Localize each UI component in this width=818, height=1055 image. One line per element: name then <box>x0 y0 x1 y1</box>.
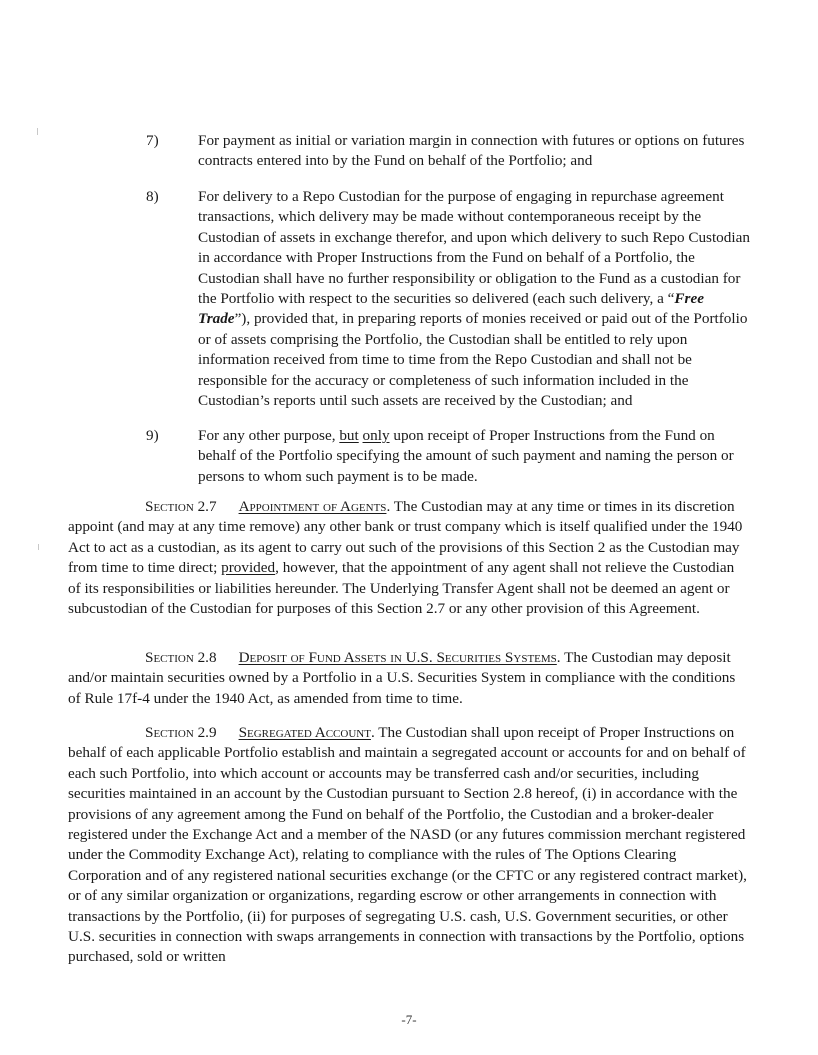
scan-artifact <box>37 128 38 135</box>
list-item-9 <box>146 426 756 487</box>
section-2-9: Section 2.9 Segregated Account. The Custodian shall upon receipt of Proper Instructions on behalf of each applicable Portfolio establish and maintain a segregated account or accounts for and on behalf of each such Portfolio, into which account or accounts may be transferred cash and/or securities, including securities maintained in an account by the Custodian pursuant to Section 2.8 hereof, (i) in accordance with the provisions of any agreement among the Fund on behalf of the Portfolio, the Custodian and a broker-dealer registered under the Exchange Act and a member of the NASD (or any futures commission merchant registered under the Commodity Exchange Act), relating to compliance with the rules of The Options Clearing Corporation and of any registered national securities exchange (or the CFTC or any registered contract market), or of any similar organization or organizations, regarding escrow or other arrangements in connection with transactions by the Portfolio, (ii) for purposes of segregating U.S. cash, U.S. Government securities, or other U.S. securities in connection with swaps arrangements in connection with transactions by the Portfolio, options purchased, sold or written <box>68 724 747 966</box>
emphasis-provided: provided <box>221 559 276 577</box>
section-label: Section 2.9 <box>145 724 217 741</box>
section-title: Deposit of Fund Assets in U.S. Securities Systems <box>238 649 557 666</box>
defined-term: Free Trade <box>198 290 704 328</box>
list-item-8 <box>146 187 756 411</box>
item-text: For payment as initial or variation margin in connection with futures or options on futures contracts entered into by the Fund on behalf of the Portfolio; and <box>198 132 745 170</box>
emphasis-but: but <box>339 427 359 444</box>
section-title: Appointment of Agents <box>238 498 387 515</box>
list-item-7 <box>146 131 756 172</box>
section-title: Segregated Account <box>238 724 371 741</box>
section-2-7: Section 2.7 Appointment of Agents. The Custodian may at any time or times in its discretion appoint (and may at any time remove) any other bank or trust company which is itself qualified under the 1940 Act to act as a custodian, as its agent to carry out such of the provisions of this Section 2 as the Custodian may from time to time direct; provided, however, that the appointment of any agent shall not relieve the Custodian of its responsibilities or liabilities hereunder. The Underlying Transfer Agent shall not be deemed an agent or subcustodian of the Custodian for purposes of this Section 2.7 or any other provision of this Agreement. <box>68 498 743 618</box>
section-2-8: Section 2.8 Deposit of Fund Assets in U.S. Securities Systems. The Custodian may deposit and/or maintain securities owned by a Portfolio in a U.S. Securities System in compliance with the conditions of Rule 17f-4 under the 1940 Act, as amended from time to time. <box>68 649 736 707</box>
item-text: For delivery to a Repo Custodian for the purpose of engaging in repurchase agreement transactions, which delivery may be made without contemporaneous receipt by the Custodian of assets in exchange therefor, and upon which delivery to such Repo Custodian in accordance with Proper Instructions from the Fund on behalf of a Portfolio, the Custodian shall have no further responsibility or obligation to the Fund as a custodian for the Portfolio with respect to the securities so delivered (each such delivery, a “Free Trade”), provided that, in preparing reports of monies received or paid out of the Portfolio or of assets comprising the Portfolio, the Custodian shall be entitled to rely upon information received from time to time from the Repo Custodian and shall not be responsible for the accuracy or completeness of such information included in the Custodian’s reports until such assets are received by the Custodian; and <box>198 188 750 410</box>
page-number: -7- <box>401 1012 417 1027</box>
section-label: Section 2.8 <box>145 649 217 666</box>
item-text: For any other purpose, but only upon receipt of Proper Instructions from the Fund on behalf of the Portfolio specifying the amount of such payment and naming the person or persons to whom such payment is to be made. <box>198 427 734 485</box>
item-number: 9) <box>146 427 159 444</box>
scan-artifact <box>38 544 39 550</box>
emphasis-only: only <box>362 427 390 444</box>
item-number: 8) <box>146 188 159 205</box>
item-number: 7) <box>146 132 159 149</box>
section-label: Section 2.7 <box>145 498 217 515</box>
